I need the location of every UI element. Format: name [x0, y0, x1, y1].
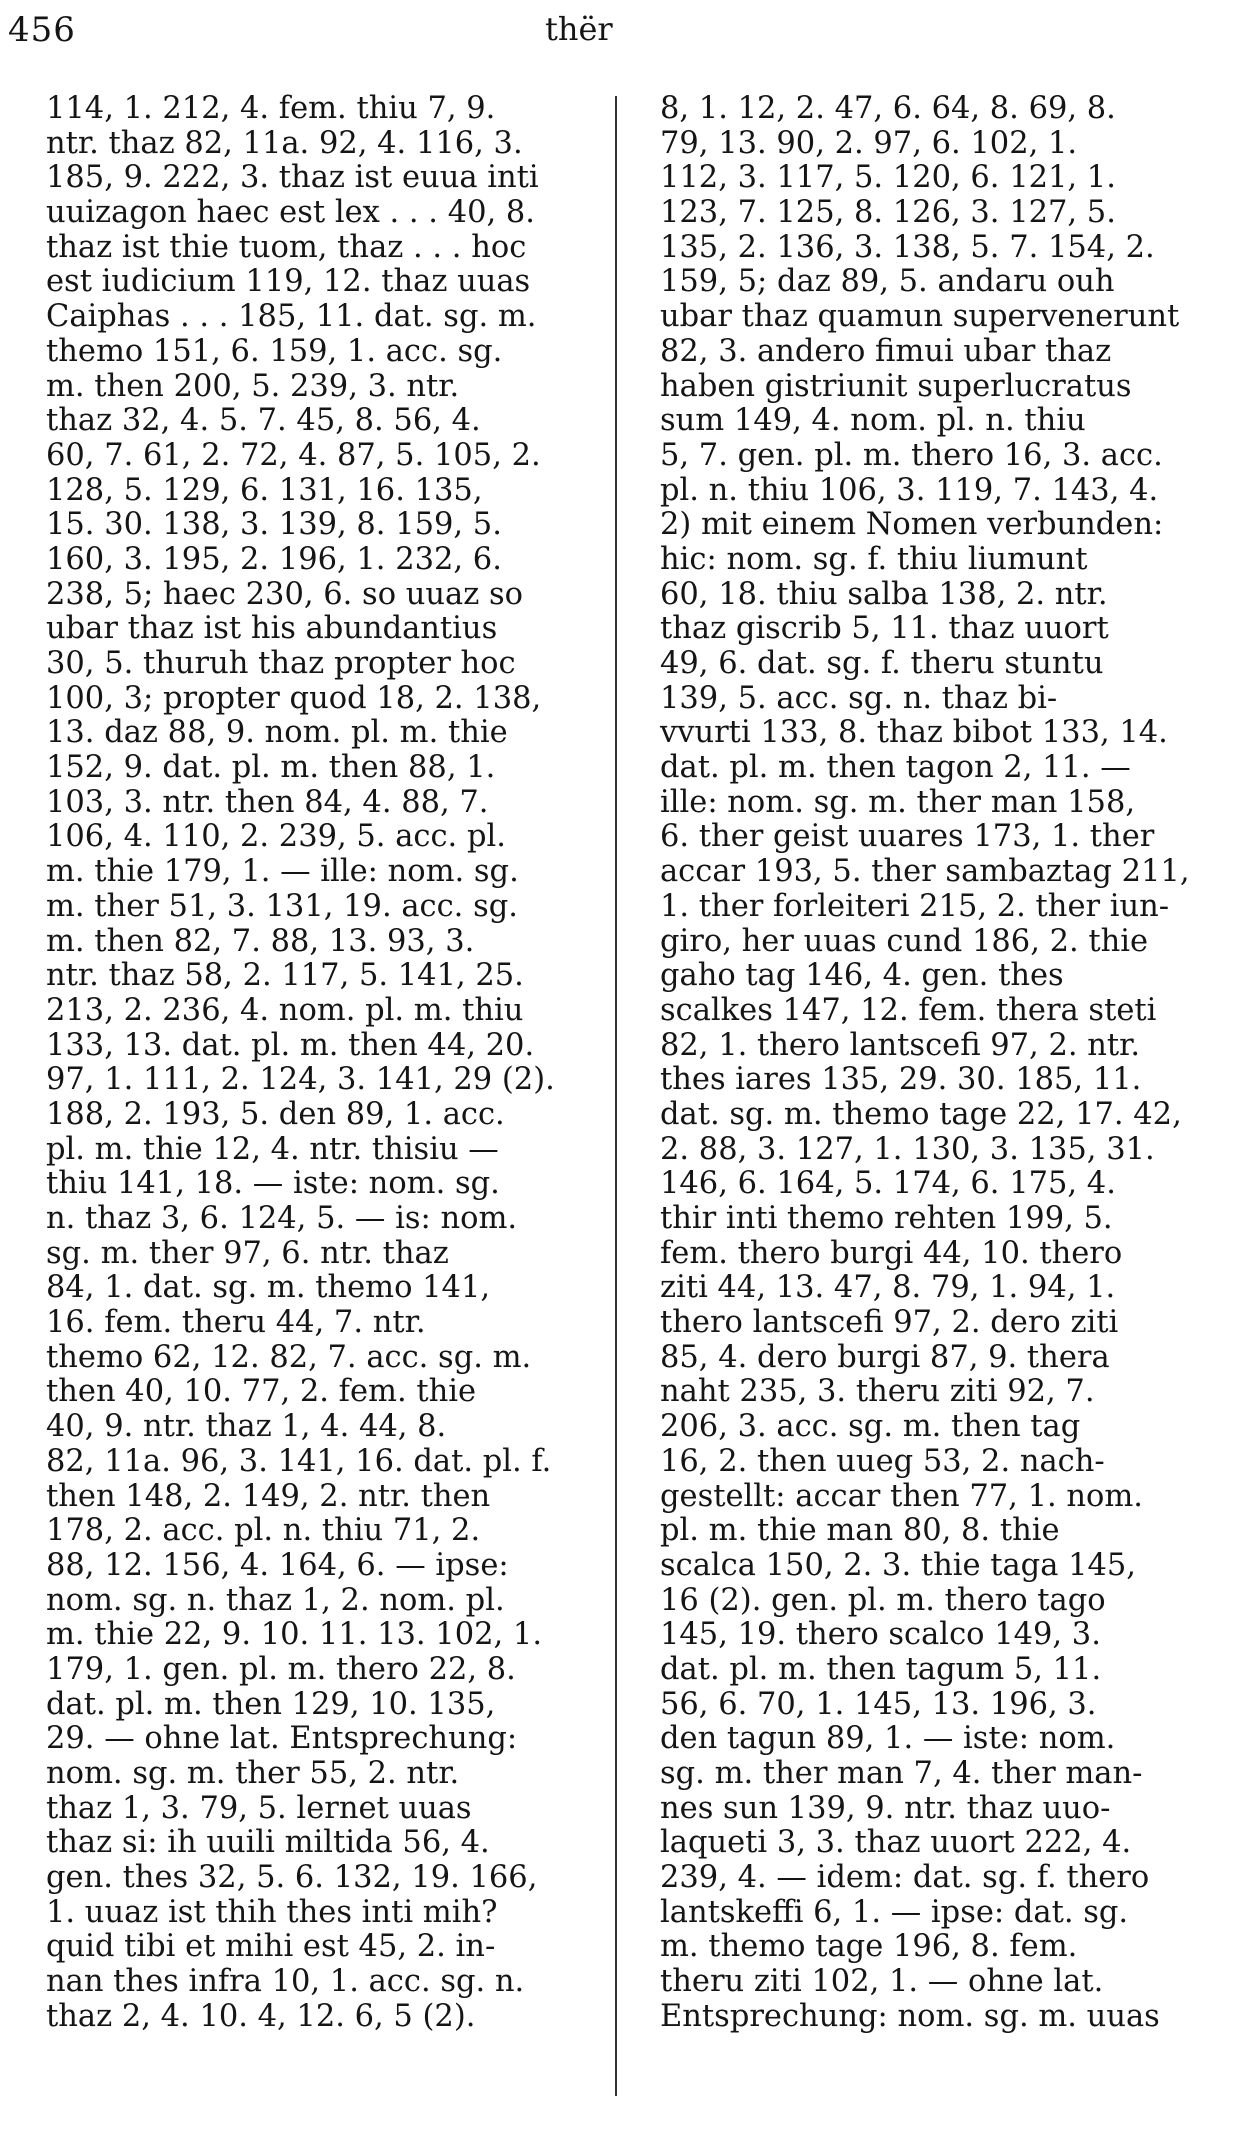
text-line: thaz 1, 3. 79, 5. lernet uuas [46, 1790, 472, 1826]
text-line: 60, 18. thiu salba 138, 2. ntr. [660, 576, 1108, 612]
text-line: 103, 3. ntr. then 84, 4. 88, 7. [46, 784, 489, 820]
text-line: thir inti themo rehten 199, 5. [660, 1201, 1113, 1236]
text-line: 145, 19. thero scalco 149, 3. [660, 1617, 1101, 1653]
text-line: 112, 3. 117, 5. 120, 6. 121, 1. [660, 160, 1116, 196]
text-line: 239, 4. — idem: dat. sg. f. thero [660, 1860, 1150, 1896]
text-line: 13. daz 88, 9. nom. pl. m. thie [46, 715, 508, 751]
text-line: 85, 4. dero burgi 87, 9. thera [660, 1339, 1110, 1375]
text-line: vvurti 133, 8. thaz bibot 133, 14. [660, 715, 1168, 751]
text-line: 15. 30. 138, 3. 139, 8. 159, 5. [46, 507, 502, 543]
text-line: quid tibi et mihi est 45, 2. in- [46, 1929, 496, 1965]
text-line: naht 235, 3. theru ziti 92, 7. [660, 1374, 1095, 1410]
text-line: 6. ther geist uuares 173, 1. ther [660, 819, 1155, 855]
text-line: 30, 5. thuruh thaz propter hoc [46, 646, 516, 681]
text-line: 146, 6. 164, 5. 174, 6. 175, 4. [660, 1166, 1116, 1202]
text-line: sg. m. ther 97, 6. ntr. thaz [46, 1235, 449, 1271]
text-line: accar 193, 5. ther sambaztag 211, [660, 854, 1190, 890]
right-column [660, 92, 1216, 2035]
text-line: 139, 5. acc. sg. n. thaz bi- [660, 680, 1058, 716]
text-line: hic: nom. sg. f. thiu liumunt [660, 541, 1088, 577]
text-line: thaz 32, 4. 5. 7. 45, 8. 56, 4. [46, 403, 481, 439]
text-line: 123, 7. 125, 8. 126, 3. 127, 5. [660, 195, 1116, 231]
text-line: 56, 6. 70, 1. 145, 13. 196, 3. [660, 1686, 1097, 1722]
text-line: 49, 6. dat. sg. f. theru stuntu [660, 646, 1104, 681]
text-line: 82, 1. thero lantscefi 97, 2. ntr. [660, 1027, 1141, 1063]
text-line: thaz giscrib 5, 11. thaz uuort [660, 611, 1109, 647]
text-line: then 40, 10. 77, 2. fem. thie [46, 1374, 477, 1410]
text-line: 82, 3. andero fimui ubar thaz [660, 333, 1112, 369]
text-line: nom. sg. m. ther 55, 2. ntr. [46, 1756, 460, 1791]
text-line: 29. — ohne lat. Entsprechung: [46, 1721, 518, 1757]
text-line: 88, 12. 156, 4. 164, 6. — ipse: [46, 1547, 509, 1583]
text-line: 1. uuaz ist thih thes inti mih? [46, 1894, 498, 1930]
text-line: ziti 44, 13. 47, 8. 79, 1. 94, 1. [660, 1270, 1116, 1306]
text-line: ubar thaz quamun supervenerunt [660, 299, 1180, 335]
text-line: gaho tag 146, 4. gen. thes [660, 958, 1064, 994]
text-line: 8, 1. 12, 2. 47, 6. 64, 8. 69, 8. [660, 91, 1116, 126]
text-line: themo 62, 12. 82, 7. acc. sg. m. [46, 1339, 532, 1375]
text-line: 60, 7. 61, 2. 72, 4. 87, 5. 105, 2. [46, 437, 541, 473]
text-line: ubar thaz ist his abundantius [46, 611, 498, 647]
page-header [0, 8, 1244, 64]
text-line: themo 151, 6. 159, 1. acc. sg. [46, 333, 503, 369]
text-line: laqueti 3, 3. thaz uuort 222, 4. [660, 1825, 1132, 1861]
running-head: thër [545, 10, 613, 48]
text-line: 128, 5. 129, 6. 131, 16. 135, [46, 472, 483, 508]
text-line: sum 149, 4. nom. pl. n. thiu [660, 403, 1086, 439]
text-line: 97, 1. 111, 2. 124, 3. 141, 29 (2). [46, 1062, 555, 1098]
text-line: gen. thes 32, 5. 6. 132, 19. 166, [46, 1860, 538, 1896]
text-line: m. thie 22, 9. 10. 11. 13. 102, 1. [46, 1617, 543, 1653]
text-line: ille: nom. sg. m. ther man 158, [660, 784, 1136, 820]
text-line: 84, 1. dat. sg. m. themo 141, [46, 1270, 491, 1306]
text-line: giro, her uuas cund 186, 2. thie [660, 923, 1149, 959]
text-line: theru ziti 102, 1. — ohne lat. [660, 1964, 1104, 2000]
text-line: m. then 200, 5. 239, 3. ntr. [46, 368, 460, 404]
text-line: then 148, 2. 149, 2. ntr. then [46, 1478, 491, 1514]
page-number: 456 [8, 10, 76, 50]
text-line: lantskeffi 6, 1. — ipse: dat. sg. [660, 1894, 1129, 1930]
text-line: m. then 82, 7. 88, 13. 93, 3. [46, 923, 475, 959]
text-line: nan thes infra 10, 1. acc. sg. n. [46, 1964, 525, 2000]
text-line: thiu 141, 18. — iste: nom. sg. [46, 1166, 500, 1202]
text-line: scalca 150, 2. 3. thie taga 145, [660, 1547, 1136, 1583]
text-line: pl. n. thiu 106, 3. 119, 7. 143, 4. [660, 472, 1159, 508]
text-line: 135, 2. 136, 3. 138, 5. 7. 154, 2. [660, 229, 1155, 265]
text-line: thero lantscefi 97, 2. dero ziti [660, 1305, 1119, 1341]
text-line: 185, 9. 222, 3. thaz ist euua inti [46, 160, 539, 196]
text-line: Entsprechung: nom. sg. m. uuas [660, 1998, 1160, 2034]
text-line: 100, 3; propter quod 18, 2. 138, [46, 680, 542, 716]
text-line: est iudicium 119, 12. thaz uuas [46, 264, 531, 300]
text-line: 133, 13. dat. pl. m. then 44, 20. [46, 1027, 535, 1063]
text-line: thaz ist thie tuom, thaz . . . hoc [46, 229, 527, 265]
text-line: 82, 11a. 96, 3. 141, 16. dat. pl. f. [46, 1443, 552, 1479]
text-line: 159, 5; daz 89, 5. andaru ouh [660, 264, 1115, 300]
text-line: 2. 88, 3. 127, 1. 130, 3. 135, 31. [660, 1131, 1155, 1167]
text-line: Caiphas . . . 185, 11. dat. sg. m. [46, 299, 537, 335]
text-line: dat. sg. m. themo tage 22, 17. 42, [660, 1096, 1182, 1132]
text-line: 206, 3. acc. sg. m. then tag [660, 1409, 1081, 1445]
text-line: 1. ther forleiteri 215, 2. ther iun- [660, 888, 1170, 924]
text-line: 213, 2. 236, 4. nom. pl. m. thiu [46, 992, 524, 1028]
text-line: n. thaz 3, 6. 124, 5. — is: nom. [46, 1201, 518, 1236]
text-line: m. thie 179, 1. — ille: nom. sg. [46, 854, 519, 890]
text-line: 16. fem. theru 44, 7. ntr. [46, 1305, 426, 1341]
text-line: nom. sg. n. thaz 1, 2. nom. pl. [46, 1582, 505, 1618]
text-line: thes iares 135, 29. 30. 185, 11. [660, 1062, 1142, 1098]
text-line: 16, 2. then uueg 53, 2. nach- [660, 1443, 1105, 1479]
text-line: 160, 3. 195, 2. 196, 1. 232, 6. [46, 541, 502, 577]
text-line: dat. pl. m. then 129, 10. 135, [46, 1686, 496, 1722]
text-line: gestellt: accar then 77, 1. nom. [660, 1478, 1143, 1514]
text-line: uuizagon haec est lex . . . 40, 8. [46, 195, 535, 231]
text-line: thaz 2, 4. 10. 4, 12. 6, 5 (2). [46, 1998, 476, 2034]
column-divider [615, 96, 617, 2096]
text-line: 179, 1. gen. pl. m. thero 22, 8. [46, 1651, 516, 1687]
text-line: haben gistriunit superlucratus [660, 368, 1132, 404]
text-line: 79, 13. 90, 2. 97, 6. 102, 1. [660, 125, 1078, 161]
text-line: dat. pl. m. then tagum 5, 11. [660, 1651, 1102, 1687]
text-line: den tagun 89, 1. — iste: nom. [660, 1721, 1116, 1757]
text-line: pl. m. thie man 80, 8. thie [660, 1513, 1060, 1549]
text-line: dat. pl. m. then tagon 2, 11. — [660, 750, 1131, 786]
text-line: 2) mit einem Nomen verbunden: [660, 507, 1164, 543]
left-column [46, 92, 602, 2035]
text-line: 188, 2. 193, 5. den 89, 1. acc. [46, 1096, 505, 1132]
text-line: 5, 7. gen. pl. m. thero 16, 3. acc. [660, 437, 1163, 473]
text-line: sg. m. ther man 7, 4. ther man- [660, 1756, 1143, 1791]
text-line: ntr. thaz 58, 2. 117, 5. 141, 25. [46, 958, 524, 994]
text-line: m. themo tage 196, 8. fem. [660, 1929, 1078, 1965]
text-line: nes sun 139, 9. ntr. thaz uuo- [660, 1790, 1111, 1826]
text-line: 238, 5; haec 230, 6. so uuaz so [46, 576, 523, 612]
text-line: 16 (2). gen. pl. m. thero tago [660, 1582, 1106, 1618]
text-line: scalkes 147, 12. fem. thera steti [660, 992, 1157, 1028]
text-line: thaz si: ih uuili miltida 56, 4. [46, 1825, 490, 1861]
text-line: 114, 1. 212, 4. fem. thiu 7, 9. [46, 91, 496, 126]
text-line: m. ther 51, 3. 131, 19. acc. sg. [46, 888, 518, 924]
text-line: pl. m. thie 12, 4. ntr. thisiu — [46, 1131, 499, 1167]
text-line: ntr. thaz 82, 11a. 92, 4. 116, 3. [46, 125, 523, 161]
text-line: 106, 4. 110, 2. 239, 5. acc. pl. [46, 819, 506, 855]
text-line: 40, 9. ntr. thaz 1, 4. 44, 8. [46, 1409, 447, 1445]
text-line: fem. thero burgi 44, 10. thero [660, 1235, 1123, 1271]
text-line: 178, 2. acc. pl. n. thiu 71, 2. [46, 1513, 481, 1549]
text-line: 152, 9. dat. pl. m. then 88, 1. [46, 750, 496, 786]
